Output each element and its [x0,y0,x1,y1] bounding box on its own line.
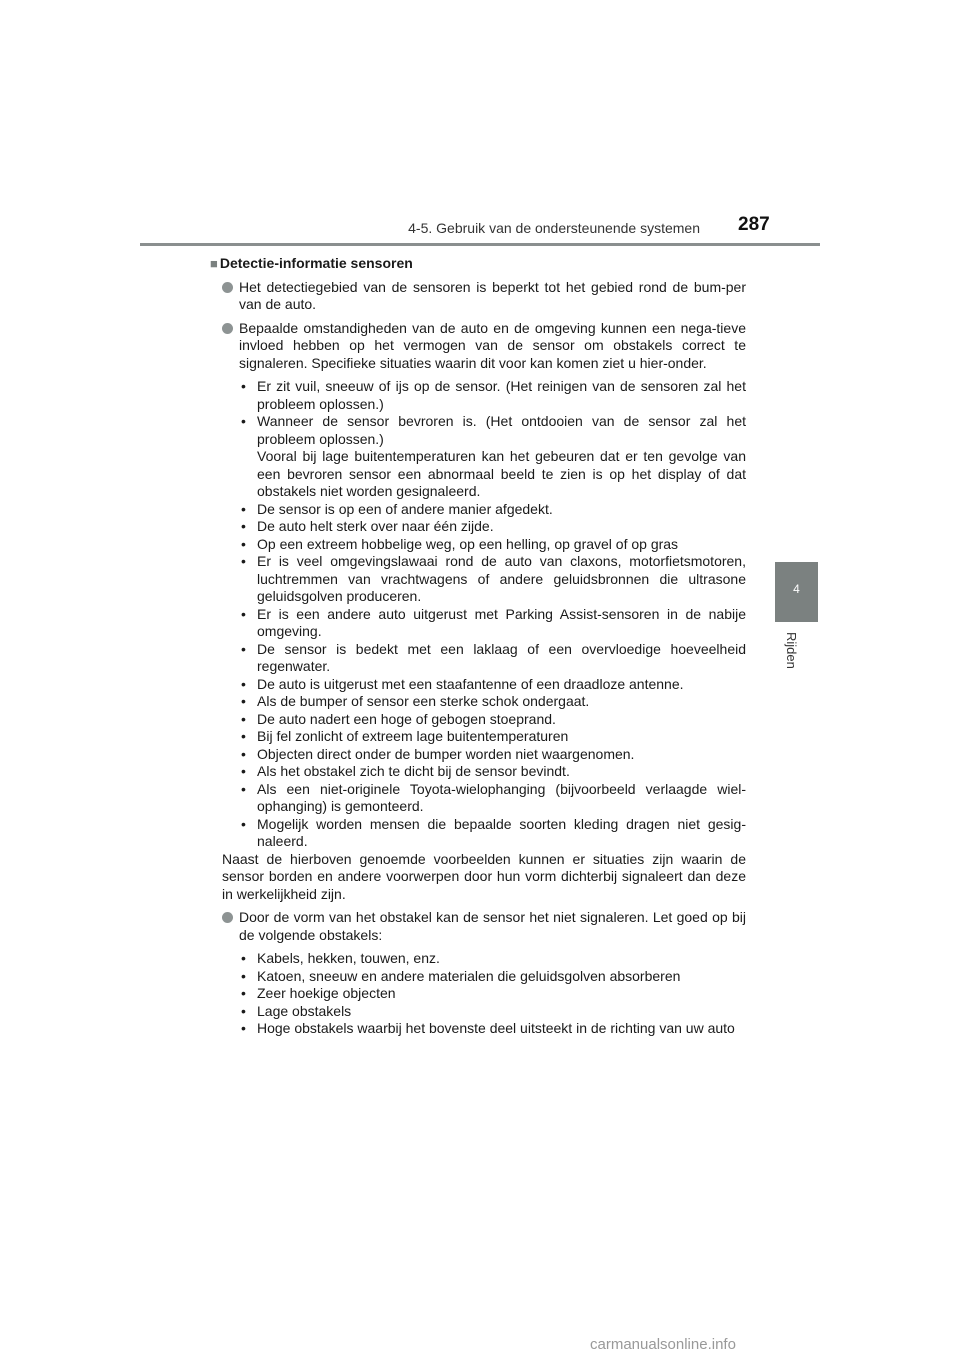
dot-icon: • [241,518,246,534]
dot-icon: • [241,728,246,744]
dot-icon: • [241,675,246,692]
bullet-text: Het detectiegebied van de sensoren is beperkt tot het gebied rond de bum-per van de auto. [239,278,746,312]
list-item: • Objecten direct onder de bumper worden niet waargenomen. [241,745,635,762]
list-item: • De auto nadert een hoge of gebogen stoeprand. [241,710,556,727]
bullet-item [222,279,746,314]
dot-icon: • [241,378,246,394]
obstacle-list [239,950,746,1038]
bullet-text: Bepaalde omstandigheden van de auto en de omgeving kunnen een nega-tieve invloed hebben op het vermogen van de sensor om obstakels correct te signaleren. Specifieke situaties waarin dit voor kan komen ziet u hier-onder. [239,319,746,371]
list-item: • Als de bumper of sensor een sterke schok ondergaat. [241,693,590,709]
header-rule [140,243,820,246]
list-item: • Mogelijk worden mensen die bepaalde soorten kleding dragen niet gesig-naleerd. [241,815,746,849]
list-item: • Zeer hoekige objecten [241,985,396,1001]
bullet-text: Door de vorm van het obstakel kan de sensor het niet signaleren. Let goed op bij de volgende obstakels: [239,909,746,943]
chapter-tab-number: 4 [793,582,800,596]
dot-icon: • [241,780,246,797]
dot-icon: • [241,413,246,429]
dot-icon: • [241,763,246,779]
dot-icon: • [241,985,246,1001]
list-item: • De auto is uitgerust met een staafantenne of een draadloze antenne. [241,675,684,692]
dot-icon: • [241,815,246,832]
page-number: 287 [738,214,770,235]
page-content [210,255,746,1038]
list-item: • De auto helt sterk over naar één zijde. [241,518,494,534]
chapter-tab[interactable] [775,562,818,622]
list-item: • De sensor is bedekt met een laklaag of een overvloedige hoeveelheid regenwater. [241,640,746,674]
square-bullet-icon: ■ [210,256,218,271]
list-item: • De sensor is op een of andere manier afgedekt. [241,500,553,517]
list-item: • Katoen, sneeuw en andere materialen die geluidsgolven absorberen [241,967,681,984]
circle-bullet-icon [222,323,233,334]
list-item: • Kabels, hekken, touwen, enz. [241,950,440,966]
chapter-title: 4-5. Gebruik van de ondersteunende systemen [408,220,700,236]
dot-icon: • [241,950,246,966]
dot-icon: • [241,605,246,622]
list-item: • Wanneer de sensor bevroren is. (Het ontdooien van de sensor zal het probleem oplossen.) Vooral bij lage buitentemperaturen kan het gebeuren dat er ten gevolge van een bevroren sensor een abnormaal beeld te zien is op het display of dat obstakels niet worden gesignaleerd. [241,413,746,499]
bullet-item [222,320,746,373]
list-item: • Hoge obstakels waarbij het bovenste deel uitsteekt in de richting van uw auto [241,1020,735,1036]
chapter-tab-label: Rijden [784,632,799,669]
bullet-item [222,909,746,944]
section-heading-text: Detectie-informatie sensoren [219,255,413,271]
dot-icon: • [241,553,246,569]
list-note: Vooral bij lage buitentemperaturen kan het gebeuren dat er ten gevolge van een bevroren sensor een abnormaal beeld te zien is op het display of dat obstakels niet worden gesignaleerd. [257,448,746,499]
section-heading [210,255,734,273]
list-item: • Lage obstakels [241,1002,352,1019]
list-item: • Als het obstakel zich te dicht bij de sensor bevindt. [241,763,570,779]
list-item: • Er zit vuil, sneeuw of ijs op de sensor. (Het reinigen van de sensoren zal het probleem oplossen.) [241,378,746,412]
list-item: • Bij fel zonlicht of extreem lage buitentemperaturen [241,728,569,744]
dot-icon: • [241,1020,246,1036]
circle-bullet-icon [222,282,233,293]
list-item: • Op een extreem hobbelige weg, op een helling, op gravel of op gras [241,535,679,552]
dot-icon: • [241,745,246,762]
dot-icon: • [241,693,246,709]
circle-bullet-icon [222,912,233,923]
dot-icon: • [241,535,246,552]
watermark: carmanualsonline.info [590,1336,736,1353]
dot-icon: • [241,640,246,657]
list-item: • Er is een andere auto uitgerust met Parking Assist-sensoren in de nabije omgeving. [241,605,746,639]
explanation-paragraph: Naast de hierboven genoemde voorbeelden kunnen er situaties zijn waarin de sensor borden en andere voorwerpen door hun vorm dichterbij signaleert dan deze in werkelijkheid zijn. [222,850,746,902]
dot-icon: • [241,1002,246,1019]
condition-list [239,378,746,851]
list-item: • Er is veel omgevingslawaai rond de auto van claxons, motorfietsmotoren, luchtremmen van vrachtwagens of andere geluidsbronnen die ultrasone geluidsgolven produceren. [241,553,746,604]
dot-icon: • [241,967,246,984]
dot-icon: • [241,710,246,727]
dot-icon: • [241,500,246,517]
list-item: • Als een niet-originele Toyota-wielophanging (bijvoorbeeld verlaagde wiel-ophanging) is gemonteerd. [241,780,746,814]
